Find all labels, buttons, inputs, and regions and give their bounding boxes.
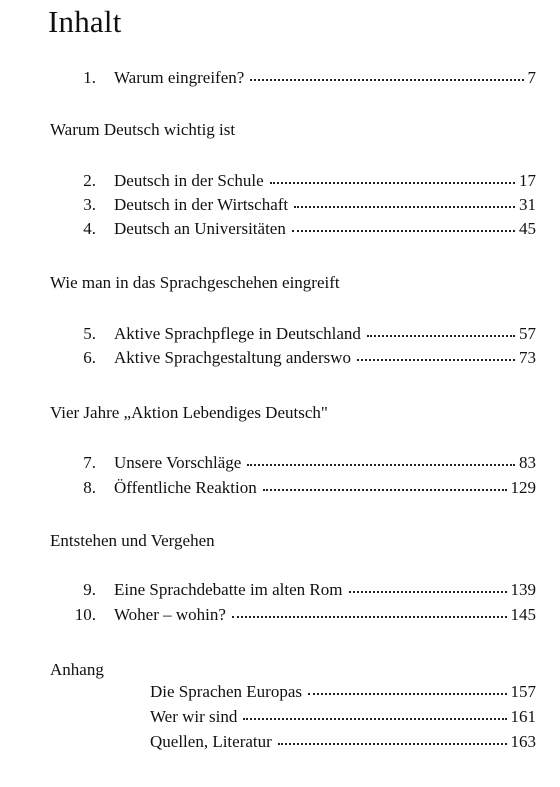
chapter-title: Deutsch an Universitäten: [114, 219, 286, 238]
section-heading: Vier Jahre „Aktion Lebendiges Deutsch": [50, 403, 328, 422]
chapter-number: 7.: [83, 453, 96, 472]
toc-entry: [60, 193, 536, 217]
chapter-number: 2.: [83, 171, 96, 190]
toc-entry: [60, 476, 536, 500]
chapter-number: 10.: [74, 605, 96, 624]
dot-leader: [308, 681, 506, 697]
dot-leader: [294, 194, 515, 210]
chapter-title: Aktive Sprachgestaltung anderswo: [114, 348, 351, 367]
chapter-title: Woher – wohin?: [114, 605, 226, 624]
page-number: 7: [527, 68, 536, 87]
chapter-title: Unsere Vorschläge: [114, 453, 242, 472]
page-number: 129: [510, 478, 536, 497]
chapter-number: 4.: [83, 219, 96, 238]
chapter-title: Eine Sprachdebatte im alten Rom: [114, 580, 343, 599]
toc-entry: [60, 322, 536, 346]
chapter-title: Öffentliche Reaktion: [114, 478, 257, 497]
chapter-title: Deutsch in der Wirtschaft: [114, 195, 289, 214]
section-heading: Warum Deutsch wichtig ist: [50, 120, 236, 139]
page-number: 17: [519, 171, 536, 190]
chapter-number: 8.: [83, 478, 96, 497]
toc-entry: [60, 730, 536, 754]
dot-leader: [270, 170, 515, 186]
dot-leader: [250, 67, 523, 83]
dot-leader: [263, 477, 507, 493]
toc-entry: [60, 451, 536, 475]
section-heading: Entstehen und Vergehen: [50, 531, 215, 550]
dot-leader: [367, 323, 515, 339]
page-number: 31: [519, 195, 536, 214]
dot-leader: [349, 579, 507, 595]
page-number: 139: [510, 580, 536, 599]
toc-entry: [60, 346, 536, 370]
chapter-number: 1.: [83, 68, 96, 87]
page-number: 45: [519, 219, 536, 238]
page-number: 161: [510, 707, 536, 726]
section-heading: Anhang: [50, 660, 104, 679]
page-title: Inhalt: [48, 4, 122, 39]
chapter-title: Warum eingreifen?: [114, 68, 245, 87]
toc-entry: [60, 705, 536, 729]
toc-entry: [60, 680, 536, 704]
dot-leader: [243, 706, 506, 722]
chapter-title: Die Sprachen Europas: [150, 682, 303, 701]
dot-leader: [232, 604, 507, 620]
chapter-number: 5.: [83, 324, 96, 343]
dot-leader: [278, 731, 507, 747]
page-number: 157: [510, 682, 536, 701]
chapter-number: 9.: [83, 580, 96, 599]
chapter-number: 6.: [83, 348, 96, 367]
toc-entry: [60, 217, 536, 241]
page-number: 163: [510, 732, 536, 751]
chapter-title: Deutsch in der Schule: [114, 171, 264, 190]
section-heading: Wie man in das Sprachgeschehen eingreift: [50, 273, 340, 292]
toc-entry: [60, 603, 536, 627]
page-number: 73: [519, 348, 536, 367]
toc-entry: [60, 578, 536, 602]
toc-entry: [60, 169, 536, 193]
dot-leader: [357, 347, 515, 363]
dot-leader: [292, 218, 515, 234]
chapter-title: Aktive Sprachpflege in Deutschland: [114, 324, 361, 343]
toc-entry: [60, 66, 536, 90]
dot-leader: [247, 452, 515, 468]
chapter-number: 3.: [83, 195, 96, 214]
page-number: 145: [510, 605, 536, 624]
chapter-title: Wer wir sind: [150, 707, 238, 726]
page-number: 57: [519, 324, 536, 343]
chapter-title: Quellen, Literatur: [150, 732, 272, 751]
page-number: 83: [519, 453, 536, 472]
